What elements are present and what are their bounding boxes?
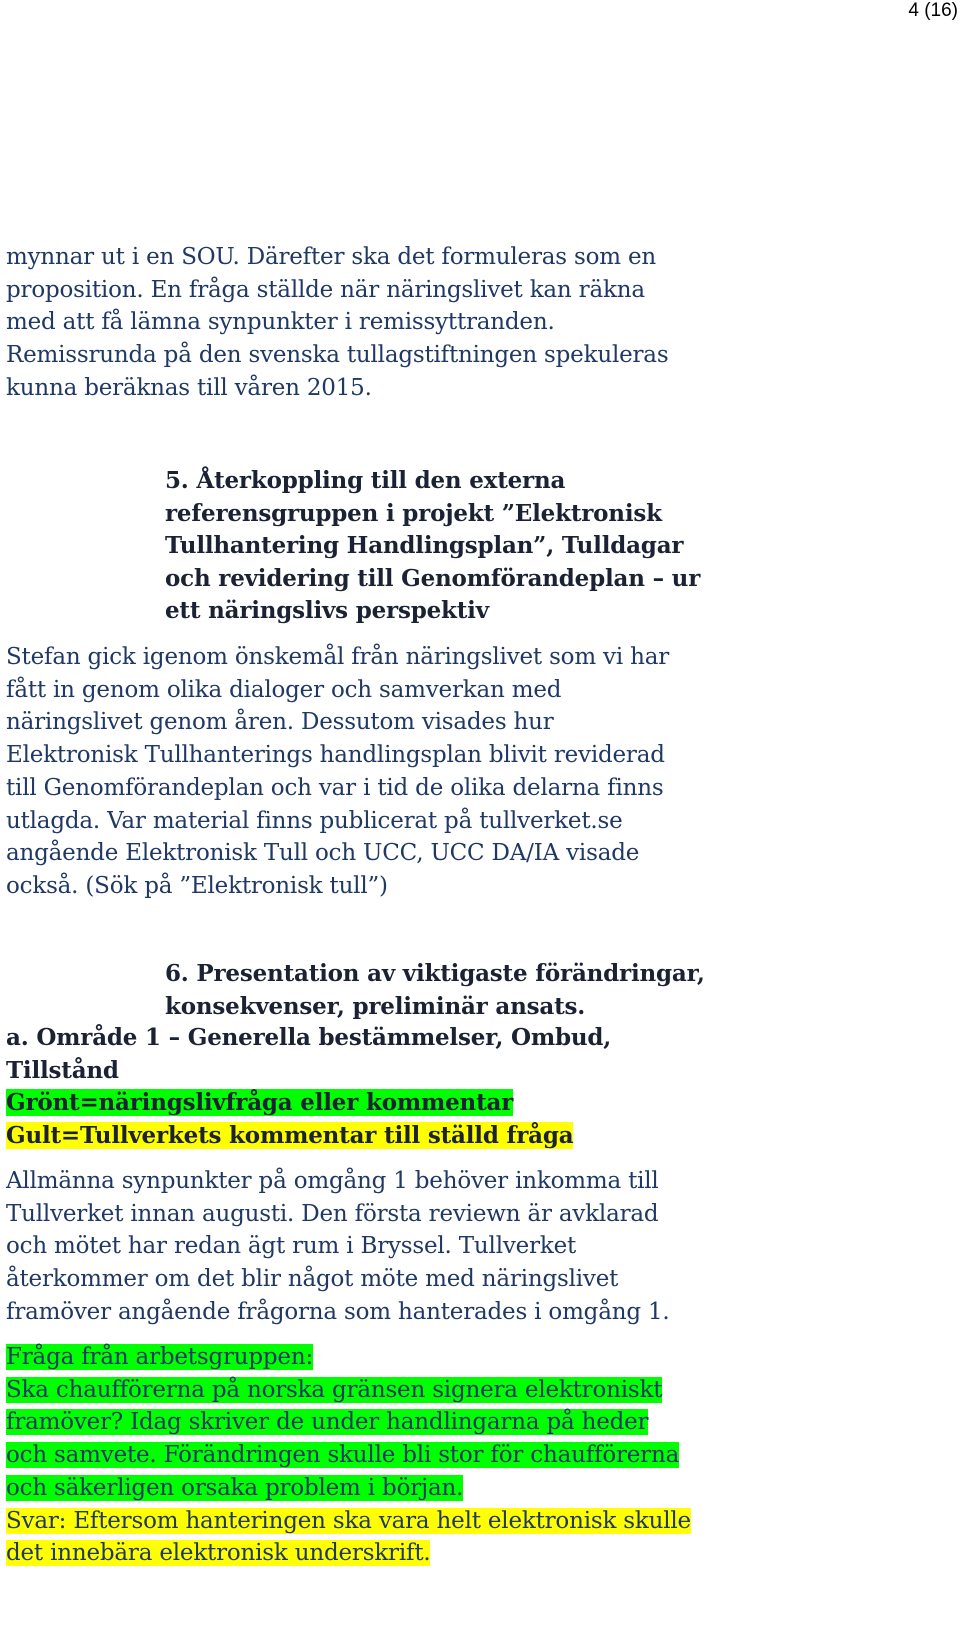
- intro-line: mynnar ut i en SOU. Därefter ska det formuleras som en: [6, 244, 656, 270]
- intro-line: Remissrunda på den svenska tullagstiftningen spekuleras: [6, 342, 669, 369]
- general-comments-line: Allmänna synpunkter på omgång 1 behöver inkomma till: [6, 1168, 659, 1194]
- section-5-body-line: utlagda. Var material finns publicerat på tullverket.se: [6, 807, 623, 834]
- intro-line: kunna beräknas till våren 2015.: [6, 374, 372, 401]
- section-5-heading: [165, 465, 945, 628]
- section-5-heading-line: ett näringslivs perspektiv: [165, 597, 489, 624]
- section-5-body-line: också. (Sök på ”Elektronisk tull”): [6, 872, 388, 899]
- answer-line: Svar: Eftersom hanteringen ska vara helt elektronisk skulle: [6, 1507, 691, 1534]
- question-line: och samvete. Förändringen skulle bli stor för chaufförerna: [6, 1442, 680, 1469]
- section-5-body: [6, 641, 956, 903]
- question-answer-block: [6, 1341, 956, 1570]
- legend-yellow: Gult=Tullverkets kommentar till ställd fråga: [6, 1121, 574, 1149]
- general-comments-line: framöver angående frågorna som hanterades i omgång 1.: [6, 1298, 670, 1325]
- question-line: framöver? Idag skriver de under handlingarna på heder: [6, 1409, 649, 1436]
- intro-paragraph: [6, 241, 956, 405]
- legend-green: Grönt=näringslivfråga eller kommentar: [6, 1089, 514, 1116]
- subsection-a-heading-line: Tillstånd: [6, 1056, 119, 1084]
- section-5-body-line: angående Elektronisk Tull och UCC, UCC DA/IA visade: [6, 840, 640, 867]
- general-comments: [6, 1165, 956, 1329]
- question-line: och säkerligen orsaka problem i början.: [6, 1474, 464, 1501]
- section-5-body-line: Elektronisk Tullhanterings handlingsplan blivit reviderad: [6, 742, 665, 769]
- section-6-heading-line: 6. Presentation av viktigaste förändringar,: [165, 960, 705, 987]
- general-comments-line: återkommer om det blir något möte med näringslivet: [6, 1266, 619, 1293]
- section-5-heading-line: och revidering till Genomförandeplan – ur: [165, 564, 701, 592]
- answer-line: det innebära elektronisk underskrift.: [6, 1540, 431, 1567]
- section-5-body-line: näringslivet genom åren. Dessutom visades hur: [6, 709, 554, 736]
- subsection-a-heading: [6, 1022, 906, 1152]
- section-5-heading-line: Tullhantering Handlingsplan”, Tulldagar: [165, 532, 684, 559]
- general-comments-line: och mötet har redan ägt rum i Bryssel. Tullverket: [6, 1233, 577, 1260]
- section-5-heading-line: 5. Återkoppling till den externa: [165, 467, 566, 494]
- section-5-body-line: till Genomförandeplan och var i tid de olika delarna finns: [6, 774, 664, 801]
- section-6-heading-line: konsekvenser, preliminär ansats.: [165, 992, 586, 1020]
- question-line: Ska chaufförerna på norska gränsen signera elektroniskt: [6, 1376, 663, 1403]
- section-5-body-line: fått in genom olika dialoger och samverkan med: [6, 676, 562, 703]
- page-number: 4 (16): [908, 0, 958, 21]
- intro-line: med att få lämna synpunkter i remissyttranden.: [6, 309, 555, 336]
- subsection-a-heading-line: a. Område 1 – Generella bestämmelser, Ombud,: [6, 1024, 612, 1051]
- question-line: Fråga från arbetsgruppen:: [6, 1344, 313, 1370]
- intro-line: proposition. En fråga ställde när näringslivet kan räkna: [6, 276, 645, 303]
- general-comments-line: Tullverket innan augusti. Den första reviewn är avklarad: [6, 1200, 659, 1227]
- section-6-heading: [165, 958, 945, 1023]
- section-5-heading-line: referensgruppen i projekt ”Elektronisk: [165, 499, 662, 527]
- section-5-body-line: Stefan gick igenom önskemål från näringslivet som vi har: [6, 644, 670, 670]
